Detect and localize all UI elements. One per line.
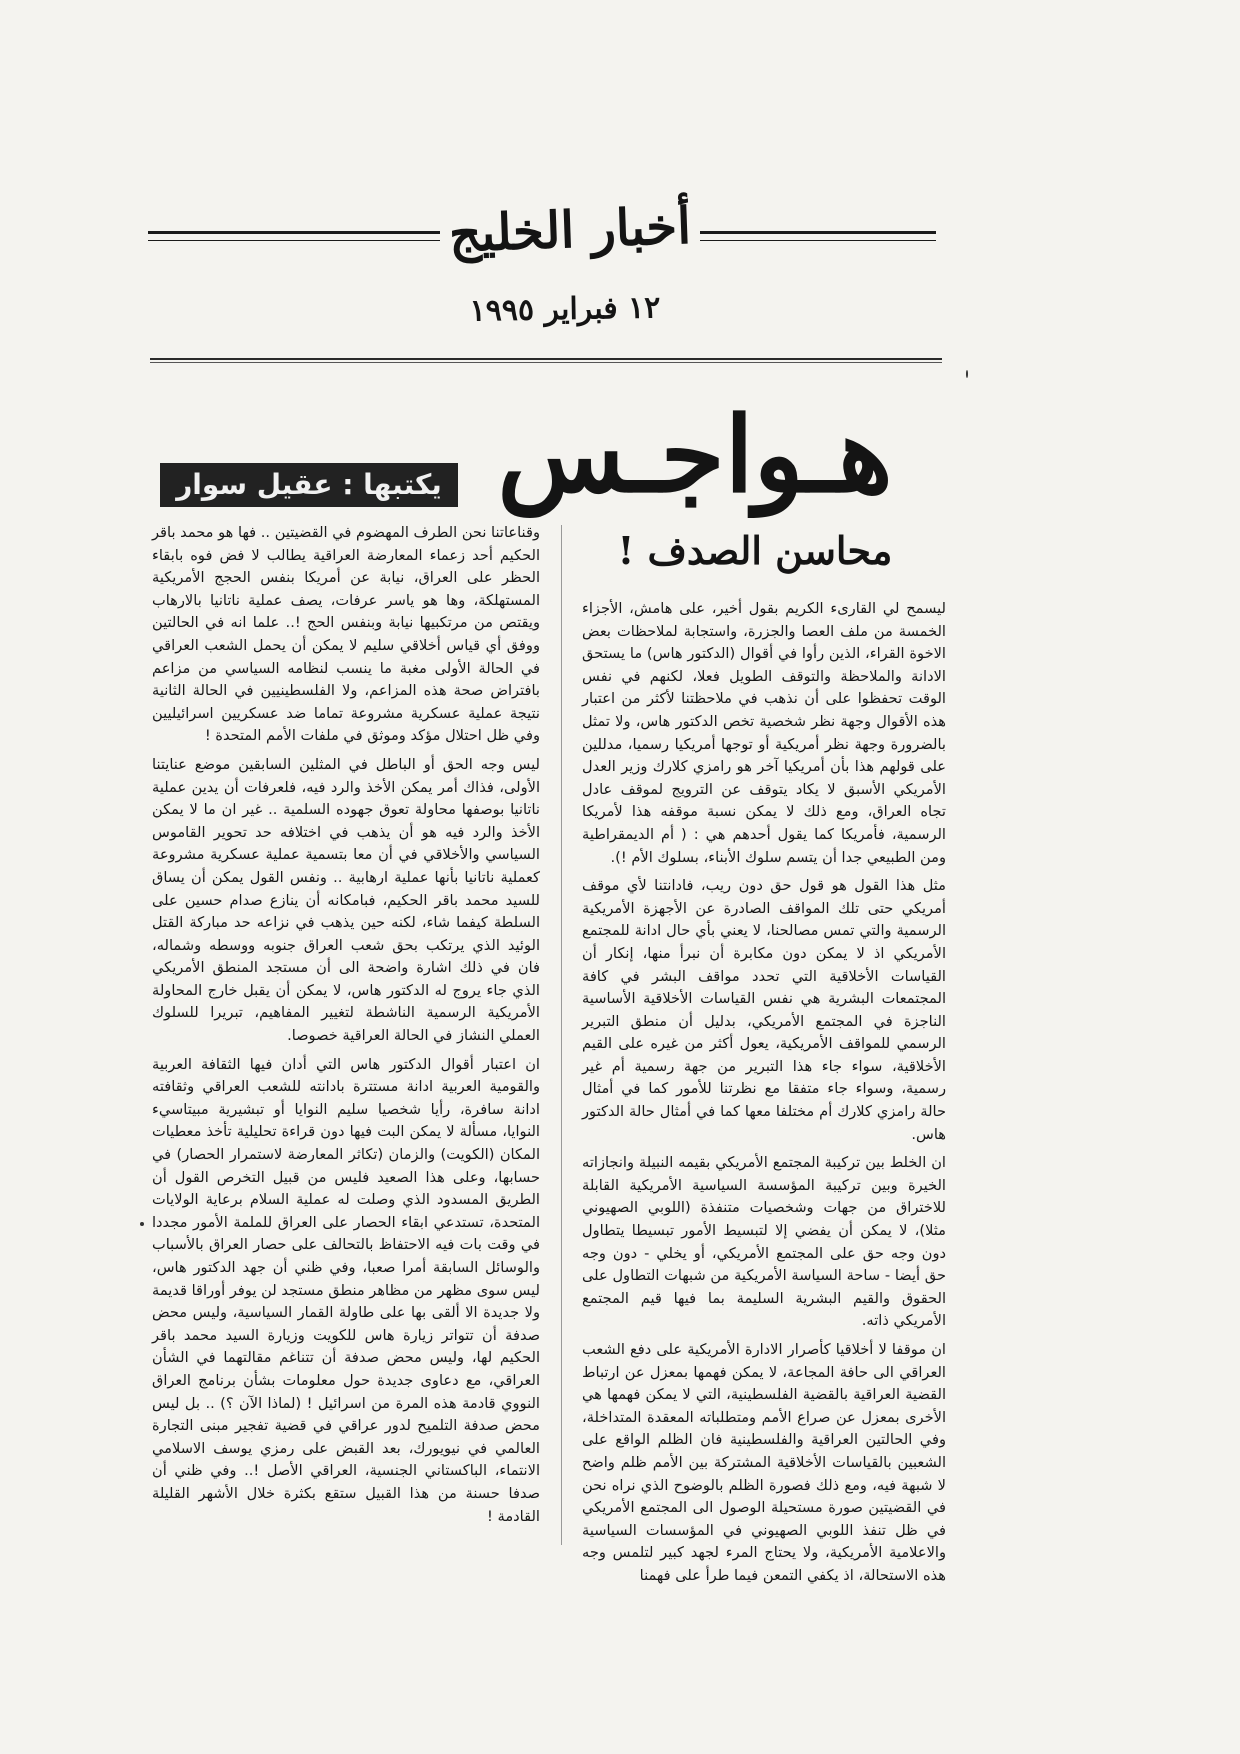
top-rule bbox=[150, 358, 942, 360]
scan-speck bbox=[140, 1222, 144, 1226]
article-column-right bbox=[582, 598, 946, 1594]
paragraph: مثل هذا القول هو قول حق دون ريب، فادانتنا لأي موقف أمريكي حتى تلك المواقف الصادرة عن الأجهزة الأمريكية الرسمية والتي تمس مصالحنا، لا يعني بأي حال ادانة للمجتمع الأمريكي اذ لا يمكن دون مكابرة أن نبرأ منها، إنكار أن القياسات الأخلاقية التي تحدد مواقف البشر في كافة المجتمعات البشرية هي نفس القياسات الأخلاقية الأساسية الناجزة في المجتمع الأمريكي، بدليل أن منطق التبرير الرسمي للمواقف الأمريكية، يعول أكثر من غيره على القيم الأخلاقية، سواء جاء هذا التبرير من جهة رسمية أم غير رسمية، وسواء جاء متفقا مع نظرتنا للأمور كما في أمثال حالة رامزي كلارك أم مختلفا معها كما في أمثال حالة الدكتور هاس. bbox=[582, 877, 946, 1143]
paragraph: ليس وجه الحق أو الباطل في المثلين السابقين موضع عنايتنا الأولى، فذاك أمر يمكن الأخذ والرد فيه، فلعرفات أن يدين عملية ناتانيا بوصفها محاولة تعوق جهوده السلمية .. غير ان ما لا يمكن الأخذ والرد فيه هو أن يذهب في اختلافه حد تحوير القاموس السياسي والأخلاقي في أن معا بتسمية عملية عسكرية مشروعة كعملية ناتانيا بأنها عملية ارهابية .. ونفس القول يمكن أن يساق للسيد محمد باقر الحكيم، فبامكانه أن ينازع صدام حسين على السلطة كيفما شاء، لكنه حين يذهب في نزاعه حد مباركة القتل الوئيد الذي يرتكب بحق شعب العراق جنوبه ووسطه وشماله، فان في ذلك اشارة واضحة الى أن مستجد المنطق الأمريكي الذي جاء يروج له الدكتور هاس، لا يمكن أن يقبل خارج المحاولة الأمريكية الرسمية الناشطة لتغيير المفاهيم، تبريرا للسلوك العملي النشاز في الحالة العراقية خصوصا. bbox=[152, 755, 540, 1045]
column-divider bbox=[561, 525, 562, 1545]
paragraph: وقناعاتنا نحن الطرف المهضوم في القضيتين .. فها هو محمد باقر الحكيم أحد زعماء المعارضة العراقية يطالب لا فض فوه بابقاء الحظر على العراق، نيابة عن أمريكا بنفس الحجج الأمريكية المستهلكة، وها هو ياسر عرفات، يصف عملية ناتانيا بالارهاب ويقتص من مرتكبيها نيابة وبنفس الحج !.. علما انه في الحالتين ووفق أي قياس أخلاقي سليم لا يمكن أن يحمل الشعب العراقي في الحالة الأولى مغبة ما ينسب لنظامه السياسي من مزاعم بافتراض صحة هذه المزاعم، ولا الفلسطينيين في الحالة الثانية نتيجة عملية عسكرية مشروعة تماما ضد عسكريين اسرائيليين وفي ظل احتلال مؤكد وموثق في ملفات الأمم المتحدة ! bbox=[151, 524, 540, 745]
scan-speck bbox=[966, 370, 968, 378]
paragraph: ان موقفا لا أخلاقيا كأصرار الادارة الأمريكية على دفع الشعب العراقي الى حافة المجاعة، لا يمكن فهمها بمعزل عن ارتباط القضية العراقية بالقضية الفلسطينية، التي لا يمكن فهمها هي الأخرى بمعزل عن صراع الأمم ومتطلباته المعقدة المتداخلة، وفي الحالتين العراقية والفلسطينية فان الظلم الواقع على الشعبين بالقياسات الأخلاقية المشتركة بين الأمم ظلم واضح لا شبهة فيه، ومع ذلك فصورة الظلم بالوضوح الذي نراه نحن في القضيتين صورة مستحيلة الوصول الى المجتمع الأمريكي في ظل تنفذ اللوبي الصهيوني في المؤسسات السياسية والاعلامية الأمريكية، ولا يحتاج المرء لجهد كبير لتلمس وجه هذه الاستحالة، اذ يكفي التمعن فيما طرأ على فهمنا bbox=[582, 1341, 946, 1584]
masthead-rule-left bbox=[148, 231, 440, 234]
publication-date: ١٢ فبراير ١٩٩٥ bbox=[469, 290, 661, 329]
masthead-title: أخبار الخليج bbox=[448, 195, 692, 264]
paragraph: ان اعتبار أقوال الدكتور هاس التي أدان فيها الثقافة العربية والقومية العربية ادانة مستترة بادانته للشعب العراقي وثقافته ادانة سافرة، رأيا شخصيا سليم النوايا أو تبشيرية مبيتاسيء النوايا، مسألة لا يمكن البت فيها دون قراءة تحليلية تأخذ معطيات المكان (الكويت) والزمان (تكاثر المعارضة لاستمرار الحصار) في حسابها، وعلى هذا الصعيد فليس من قبيل التخرص القول أن الطريق المسدود الذي وصلت له عملية السلام برعاية الولايات المتحدة، تستدعي ابقاء الحصار على العراق للملمة الأمور مجددا في وقت بات فيه الاحتفاظ بالتحالف على حصار العراق بالأسباب والوسائل السابقة أمرا صعبا، وفي ظني أن جهد الدكتور هاس، ليس سوى مظهر من مظاهر منطق مستجد لن يوفر أوراقا قديمة ولا جديدة الا ألقى بها على طاولة القمار السياسية، وليس محض صدفة أن تتواتر زيارة هاس للكويت وزيارة السيد محمد باقر الحكيم لها، وليس محض صدفة أن تتناغم مقالتهما في الشأن العراقي، مع دعاوى جديدة حول معلومات بشأن برنامج العراق النووي قادمة هذه المرة من اسرائيل ! (لماذا الآن ؟) .. بل ليس محض صدفة التلميح لدور عراقي في قضية تفجير مبنى التجارة العالمي في نيويورك، بعد القبض على رمزي يوسف الاسلامي الانتماء، الباكستاني الجنسية، العراقي الأصل !.. وفي ظني أن صدفا حسنة من هذا القبيل ستقع بكثرة خلال الأشهر القليلة القادمة ! bbox=[152, 1055, 540, 1525]
column-title: هـواجـس bbox=[497, 393, 893, 516]
masthead-rule-right-thin bbox=[700, 240, 936, 241]
paragraph: ليسمح لي القارىء الكريم بقول أخير، على هامش، الأجزاء الخمسة من ملف العصا والجزرة، واستجابة لملاحظات بعض الاخوة القراء، الذين رأوا في أقوال (الدكتور هاس) ما يستحق الادانة والملاحظة والتوقف الطويل فعلا، لكنهم في نفس الوقت تحفظوا على أن نذهب في ملاحظتنا لأكثر من اعتبار هذه الأقوال وجهة نظر شخصية تخص الدكتور هاس، ولا تمثل بالضرورة وجهة نظر أمريكية أو توجها أمريكيا رسميا، مدللين على قولهم هذا بأن أمريكيا آخر هو رامزي كلارك وزير العدل الأمريكي الأسبق لا يكاد يتوقف عن الترويج لموقف عادل تجاه العراق، ومع ذلك لا يمكن نسبة موقفه هذا لأمريكا الرسمية، فأمريكا كما يقول أحدهم هي : ( أم الديمقراطية ومن الطبيعي جدا أن يتسم سلوك الأبناء، بسلوك الأم !). bbox=[582, 600, 946, 866]
paragraph: ان الخلط بين تركيبة المجتمع الأمريكي بقيمه النبيلة وانجازاته الخيرة وبين تركيبة المؤسسة السياسية الأمريكية القابلة للاختراق من جهات وشخصيات متنفذة (اللوبي الصهيوني مثلا)، لا يمكن أن يفضي إلا لتبسيط الأمور تبسيطا يتطاول دون وجه حق على المجتمع الأمريكي، أو يخلي - دون وجه حق أيضا - ساحة السياسة الأمريكية من شبهات التطاول على الحقوق والقيم البشرية السليمة بما فيها قيم المجتمع الأمريكي ذاته. bbox=[582, 1154, 946, 1330]
masthead-rule-right bbox=[700, 231, 936, 234]
top-rule-thin bbox=[150, 362, 942, 363]
masthead-rule-left-thin bbox=[148, 240, 440, 241]
article-column-left bbox=[152, 522, 540, 1534]
byline-banner: يكتبها : عقيل سوار bbox=[160, 463, 458, 507]
article-headline: محاسن الصدف ! bbox=[617, 528, 893, 573]
